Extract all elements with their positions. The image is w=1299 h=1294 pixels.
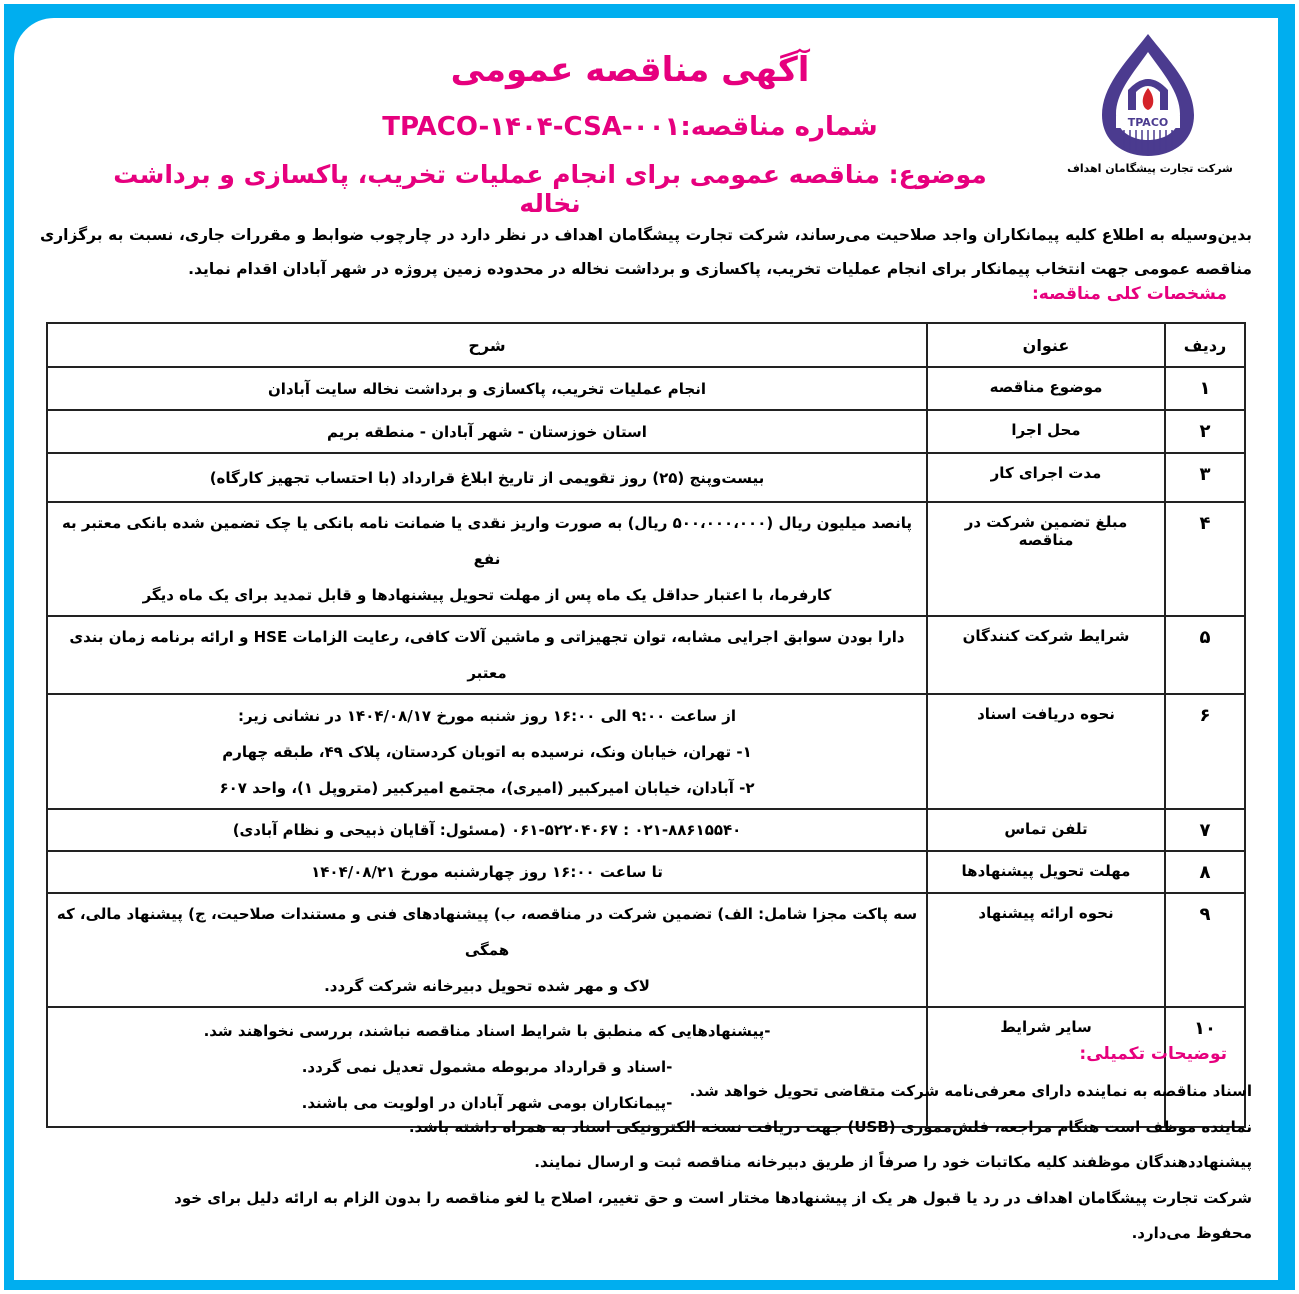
row-description — [47, 616, 927, 694]
row-description — [47, 851, 927, 893]
description-line: لاک و مهر شده تحویل دبیرخانه شرکت گردد. — [324, 977, 650, 995]
row-title: محل اجرا — [927, 410, 1165, 453]
row-number: ۸ — [1165, 851, 1245, 893]
description-line: ۱- تهران، خیابان ونک، نرسیده به اتوبان کردستان، پلاک ۴۹، طبقه چهارم — [222, 742, 752, 761]
row-title: تلفن تماس — [927, 809, 1165, 851]
header-description: شرح — [47, 323, 927, 367]
description-line: استان خوزستان - شهر آبادان - منطقه بریم — [327, 422, 647, 441]
note-line: پیشنهاددهندگان موظفند کلیه مکاتبات خود را صرفاً از طریق دبیرخانه مناقصه ثبت و ارسال نمایند. — [534, 1153, 1252, 1171]
description-line: از ساعت ۹:۰۰ الی ۱۶:۰۰ روز شنبه مورخ ۱۴۰۴/۰۸/۱۷ در نشانی زیر: — [237, 706, 737, 725]
table-row — [47, 694, 1245, 809]
description-line: ۲- آبادان، خیابان امیرکبیر (امیری)، مجتمع امیرکبیر (متروپل ۱)، واحد ۶۰۷ — [219, 778, 755, 797]
row-number: ۹ — [1165, 893, 1245, 1007]
description-line: دارا بودن سوابق اجرایی مشابه، توان تجهیزاتی و ماشین آلات کافی، رعایت الزامات HSE و ارائه برنامه زمان بندی معتبر — [69, 628, 905, 682]
description-line: سه پاکت مجزا شامل: الف) تضمین شرکت در مناقصه، ب) پیشنهادهای فنی و مستندات صلاحیت، ج) پیشنهاد مالی، که همگی — [56, 905, 918, 959]
description-line: -پیمانکاران بومی شهر آبادان در اولویت می باشند. — [301, 1094, 673, 1112]
section-title: مشخصات کلی مناقصه: — [1032, 284, 1227, 304]
table-row — [47, 809, 1245, 851]
row-description — [47, 502, 927, 616]
notice-title: آگهی مناقصه عمومی — [450, 50, 810, 90]
description-line: ۰۲۱-۸۸۶۱۵۵۴۰ : ۰۶۱-۵۲۲۰۴۰۶۷ (مسئول: آقایان ذبیحی و نظام آبادی) — [232, 821, 742, 839]
row-number: ۶ — [1165, 694, 1245, 809]
table-row — [47, 851, 1245, 893]
table-row — [47, 453, 1245, 502]
row-number: ۳ — [1165, 453, 1245, 502]
row-title: موضوع مناقصه — [927, 367, 1165, 410]
description-line: انجام عملیات تخریب، پاکسازی و برداشت نخاله سایت آبادان — [268, 379, 706, 398]
table-row — [47, 893, 1245, 1007]
row-title: سایر شرایط — [927, 1007, 1165, 1127]
row-description — [47, 893, 927, 1007]
notes-list — [40, 1074, 1252, 1252]
note-line: اسناد مناقصه به نماینده دارای معرفی‌نامه شرکت متقاضی تحویل خواهد شد. — [689, 1082, 1252, 1100]
table-row — [47, 616, 1245, 694]
note-line: شرکت تجارت پیشگامان اهداف در رد یا قبول هر یک از پیشنهادها مختار است و حق تغییر، اصلاح یا لغو مناقصه را بدون الزام به ارائه دلیل برای خود — [174, 1188, 1252, 1207]
row-number: ۱ — [1165, 367, 1245, 410]
note-line: نماینده موظف است هنگام مراجعه، فلش‌مموری (USB) جهت دریافت نسخه الکترونیکی اسناد به همراه داشته باشد. — [408, 1117, 1252, 1136]
description-line: پانصد میلیون ریال (۵۰۰،۰۰۰،۰۰۰ ریال) به صورت واریز نقدی یا ضمانت نامه بانکی یا چک تضمین شده بانکی معتبر به نفع — [61, 514, 913, 568]
table-row — [47, 502, 1245, 616]
table-row — [47, 367, 1245, 410]
row-title: نحوه ارائه پیشنهاد — [927, 893, 1165, 1007]
tender-spec-table — [46, 322, 1246, 1128]
row-description — [47, 694, 927, 809]
row-number: ۷ — [1165, 809, 1245, 851]
description-line: -پیشنهادهایی که منطبق با شرایط اسناد مناقصه نباشند، بررسی نخواهند شد. — [203, 1022, 771, 1040]
svg-text:TPACO: TPACO — [1127, 116, 1169, 129]
row-description — [47, 809, 927, 851]
notes-title: توضیحات تکمیلی: — [1079, 1044, 1227, 1064]
row-title: نحوه دریافت اسناد — [927, 694, 1165, 809]
row-number: ۴ — [1165, 502, 1245, 616]
description-line: کارفرما، با اعتبار حداقل یک ماه پس از مهلت تحویل پیشنهادها و قابل تمدید برای یک ماه دیگر — [142, 586, 832, 604]
tender-number: شماره مناقصه:TPACO-۱۴۰۴-CSA-۰۰۱ — [382, 112, 878, 142]
tender-subject: موضوع: مناقصه عمومی برای انجام عملیات تخریب، پاکسازی و برداشت نخاله — [113, 160, 987, 218]
row-title: مبلغ تضمین شرکت در مناقصه — [927, 502, 1165, 616]
row-number: ۵ — [1165, 616, 1245, 694]
description-line: تا ساعت ۱۶:۰۰ روز چهارشنبه مورخ ۱۴۰۴/۰۸/۲۱ — [311, 863, 663, 881]
row-title: مهلت تحویل پیشنهادها — [927, 851, 1165, 893]
description-line: بیست‌وپنج (۲۵) روز تقویمی از تاریخ ابلاغ قرارداد (با احتساب تجهیز کارگاه) — [209, 468, 765, 487]
row-title: شرایط شرکت کنندگان — [927, 616, 1165, 694]
header-row-number: ردیف — [1165, 323, 1245, 367]
row-description — [47, 410, 927, 453]
description-line: -اسناد و قرارداد مربوطه مشمول تعدیل نمی گردد. — [301, 1058, 673, 1076]
row-title: مدت اجرای کار — [927, 453, 1165, 502]
row-number: ۲ — [1165, 410, 1245, 453]
tpaco-logo — [1098, 30, 1198, 160]
row-description — [47, 367, 927, 410]
table-header-row — [47, 323, 1245, 367]
intro-paragraph: بدین‌وسیله به اطلاع کلیه پیمانکاران واجد صلاحیت می‌رساند، شرکت تجارت پیشگامان اهداف در نظر دارد در چارچوب ضوابط و مقررات جاری، نسبت به برگزاری مناقصه عمومی جهت انتخاب پیمانکار برای انجام عملیات تخریب، پاکسازی و برداشت نخاله در محدوده زمین پروژه در شهر آبادان اقدام نماید. — [40, 226, 1252, 278]
company-name: شرکت تجارت پیشگامان اهداف — [1067, 162, 1233, 175]
row-description — [47, 453, 927, 502]
table-row — [47, 410, 1245, 453]
note-line: محفوظ می‌دارد. — [1131, 1224, 1252, 1242]
header-title: عنوان — [927, 323, 1165, 367]
row-number: ۱۰ — [1165, 1007, 1245, 1127]
